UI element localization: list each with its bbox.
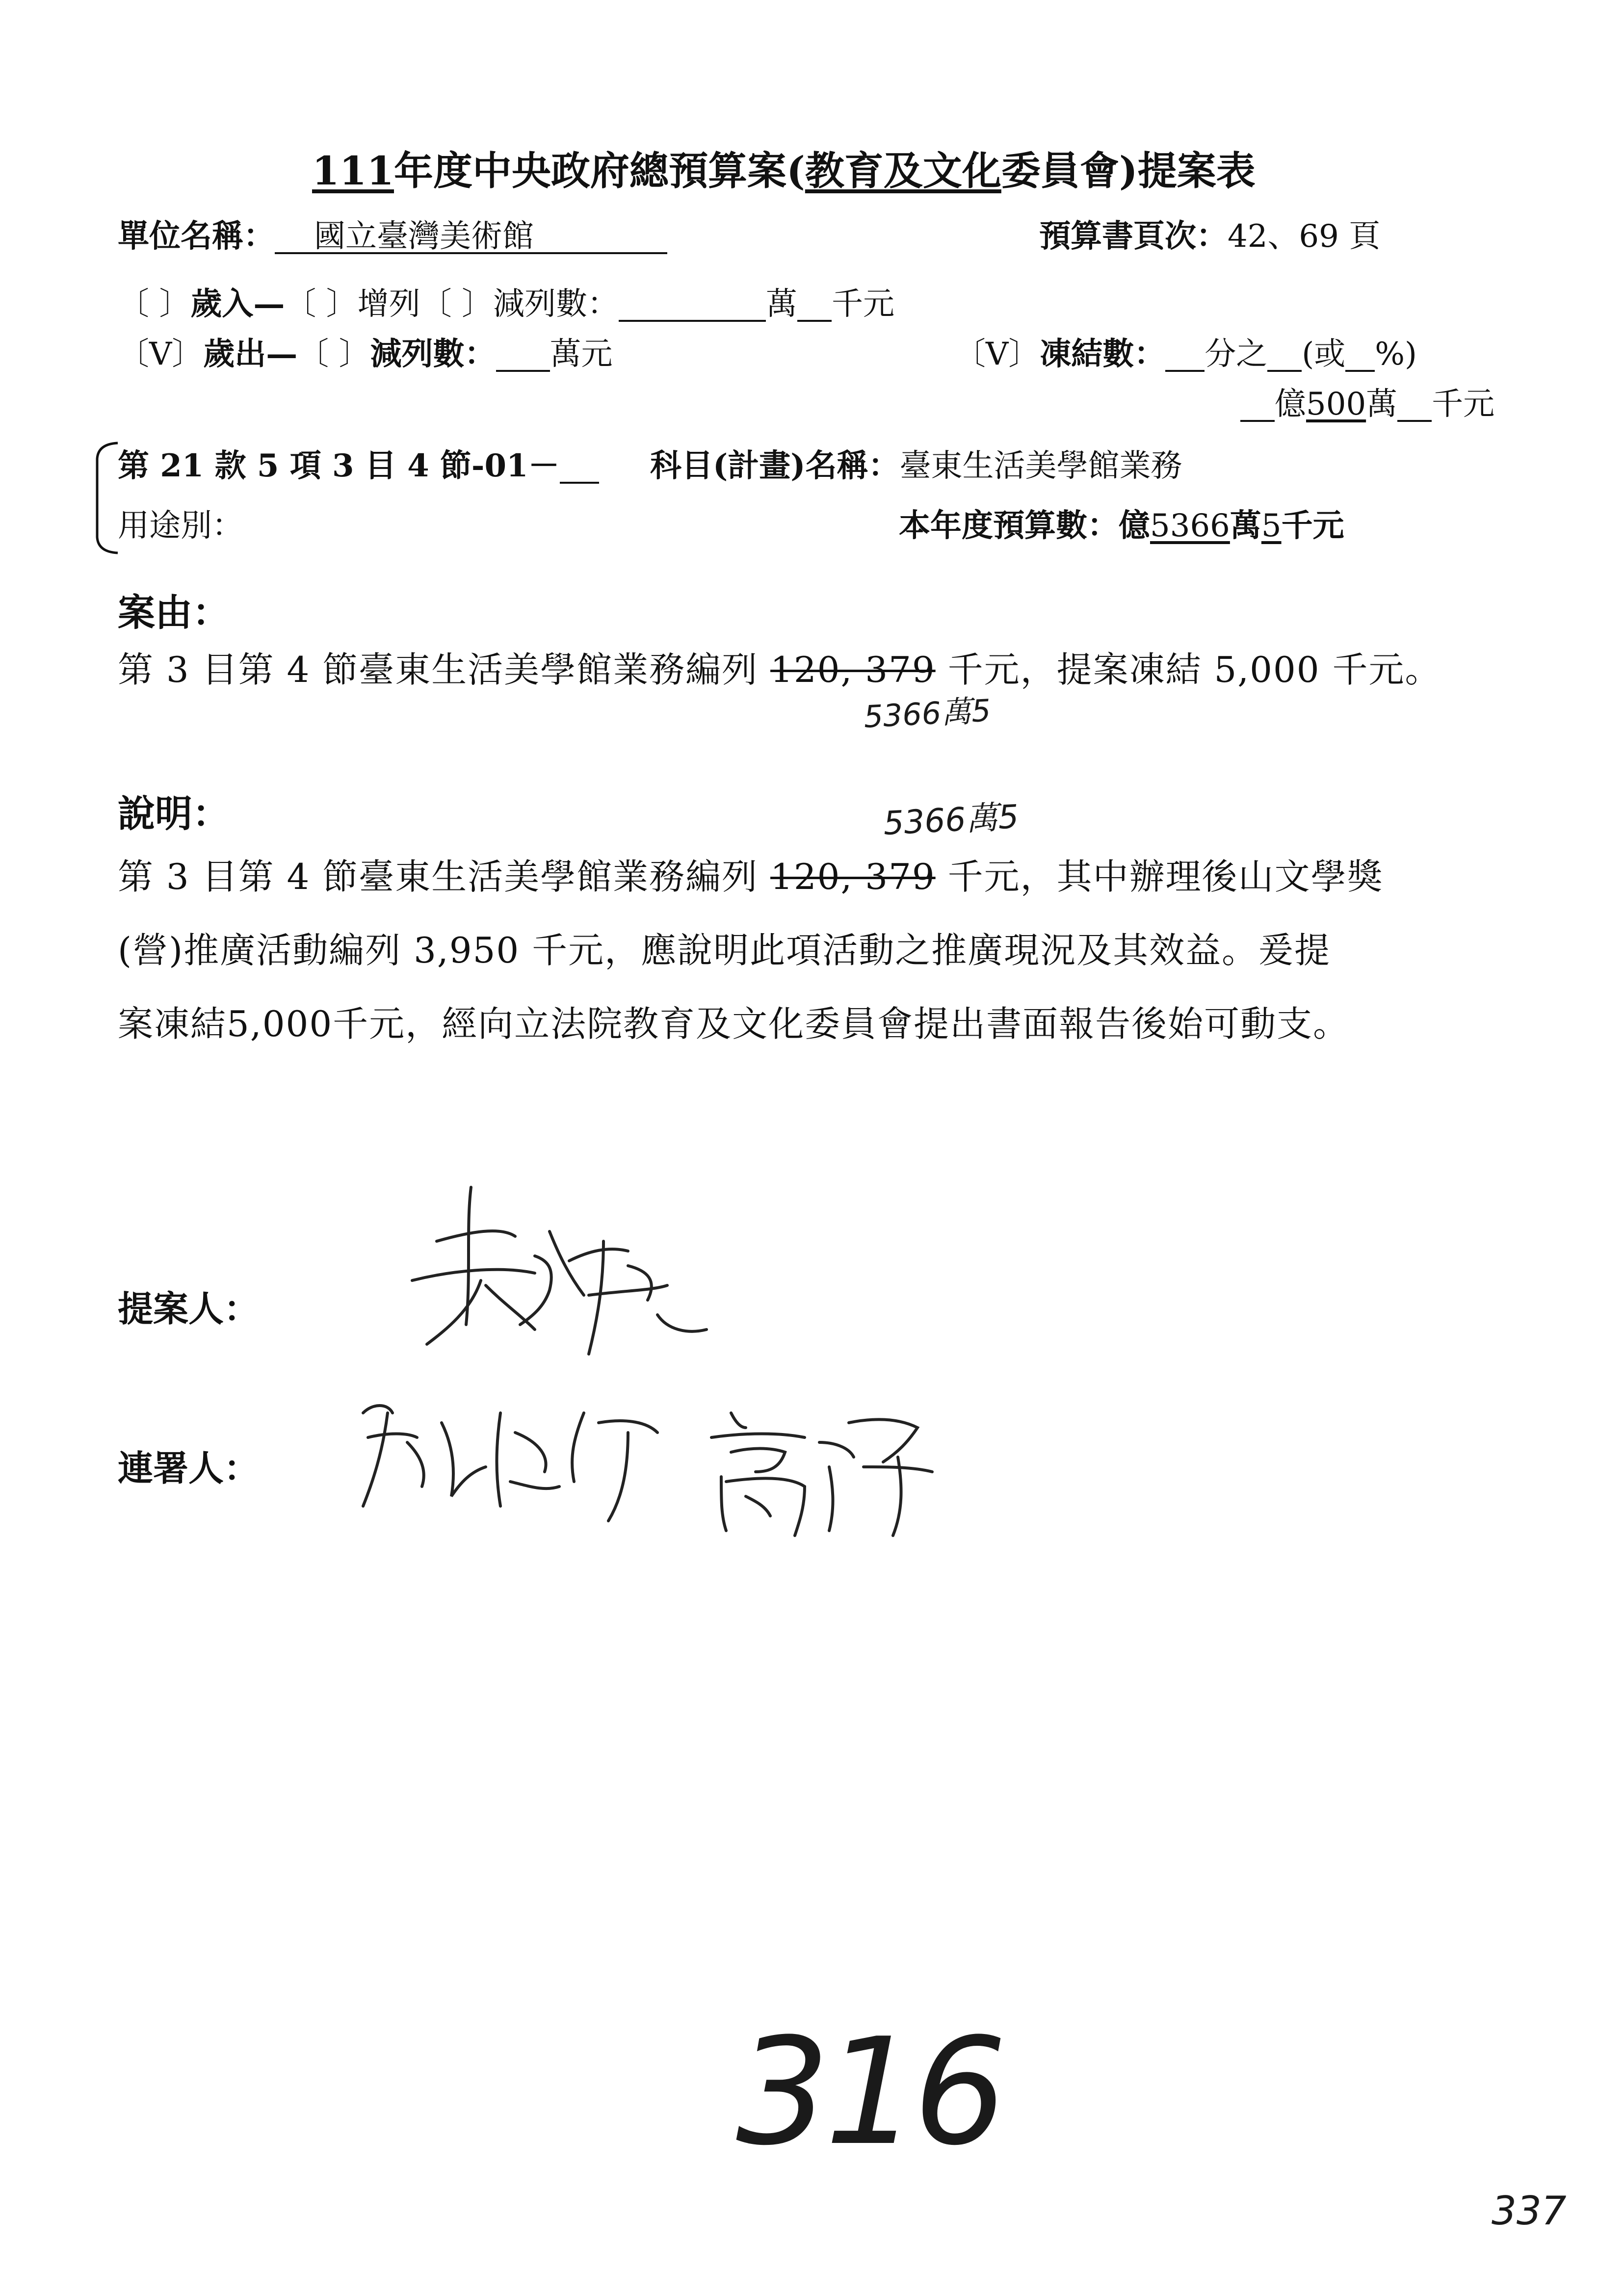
reason-text-post: 千元，提案凍結 5,000 千元。 [935,649,1441,690]
budget-qian-value: 5 [1261,508,1282,544]
expense-dec-label: 減列數： [370,336,496,372]
cosigner-signature-1 [353,1383,687,1531]
title-part2: 委員會)提案表 [1001,148,1256,194]
freeze-label: 凍結數： [1040,336,1166,372]
proposer-label: 提案人： [118,1288,260,1330]
expense-wan-yuan: 萬元 [550,336,613,372]
subject-name-row [650,447,1182,484]
explanation-line-2: (營)推廣活動編列 3,950 千元，應說明此項活動之推廣現況及其效益。爰提 [118,930,1331,971]
reason-heading: 案由： [118,591,230,634]
explanation-line-3: 案凍結5,000千元，經向立法院教育及文化委員會提出書面報告後始可動支。 [118,1003,1350,1044]
revenue-row [118,288,894,322]
reason-struck-amount: 120, 379 [770,649,936,690]
reason-text-pre: 第 3 目第 4 節臺東生活美學館業務編列 [118,649,771,690]
freeze-amount-row [1240,386,1495,422]
title-year: 111 [312,148,394,194]
handwritten-page-number: 316 [736,2007,1002,2178]
budget-pages-row [1039,218,1381,255]
budget-pages-value: 42、69 頁 [1228,218,1381,255]
freeze-amount: 500 [1306,386,1366,422]
expense-check: 〔V〕 [118,336,204,372]
freeze-yi: 億 [1275,386,1306,422]
budget-pages-label: 預算書頁次： [1039,218,1228,255]
revenue-label: 歲入— [190,286,285,322]
proposer-signature [373,1168,726,1374]
subject-row [118,447,599,484]
explanation-line1-post: 千元，其中辦理後山文學獎 [935,856,1384,897]
unit-value-wrap [275,218,667,255]
subject-name-value: 臺東生活美學館業務 [899,448,1182,484]
explanation-line1-pre: 第 3 目第 4 節臺東生活美學館業務編列 [118,856,771,897]
usage-label: 用途別： [118,508,243,544]
subject-name-label: 科目(計畫)名稱： [650,447,900,484]
explanation-struck-amount: 120, 379 [770,856,936,897]
title-committee: 教育及文化 [805,148,1001,194]
freeze-huo: (或 [1302,336,1346,372]
explanation-heading: 說明： [118,792,230,835]
form-title [312,139,1256,196]
freeze-qian-yuan: 千元 [1432,386,1495,422]
freeze-qian-blank [1397,389,1432,422]
corner-page-number: 337 [1492,2188,1567,2234]
revenue-qian: 千元 [832,286,895,322]
revenue-check: 〔 〕 [118,286,191,322]
subject-code-blank [560,450,599,484]
budget-wan: 萬 [1230,507,1261,544]
explanation-line-1 [118,840,1384,913]
unit-label: 單位名稱： [118,218,275,255]
revenue-blank-1 [619,288,766,322]
freeze-fen-zhi: 分之 [1205,336,1268,372]
budget-qian-yuan: 千元 [1281,507,1344,544]
freeze-wan: 萬 [1366,386,1398,422]
explanation-handwritten-correction: 5366萬5 [882,797,1020,843]
reason-handwritten-correction: 5366萬5 [863,692,992,735]
freeze-blank-2 [1267,339,1302,372]
cosigners-label: 連署人： [118,1447,260,1489]
budget-label: 本年度預算數：億 [899,507,1150,544]
subject-code: 第 21 款 5 項 3 目 4 節-01－ [118,447,560,484]
reason-text [118,633,1441,706]
freeze-blank-3 [1345,339,1375,372]
usage-row [118,510,243,542]
expense-row [118,336,613,372]
budget-amount-row [899,507,1344,544]
freeze-yi-blank [1240,389,1275,422]
freeze-check: 〔V〕 [954,336,1040,372]
revenue-wan: 萬 [766,286,798,322]
revenue-blank-2 [797,288,832,322]
freeze-row [954,336,1417,372]
unit-row [118,218,667,255]
revenue-decrease: 〔 〕減列數： [420,286,619,322]
expense-label: 歲出— [203,336,298,372]
unit-value: 國立臺灣美術館 [314,218,534,255]
title-part1: 年度中央政府總預算案( [394,148,805,194]
budget-wan-value: 5366 [1150,508,1230,544]
expense-blank [496,339,550,372]
revenue-increase: 〔 〕增列 [285,286,420,322]
expense-dec-check: 〔 〕 [297,336,370,372]
freeze-blank-1 [1165,339,1205,372]
freeze-pct: %) [1375,336,1417,372]
cosigner-signature-2 [702,1393,957,1540]
